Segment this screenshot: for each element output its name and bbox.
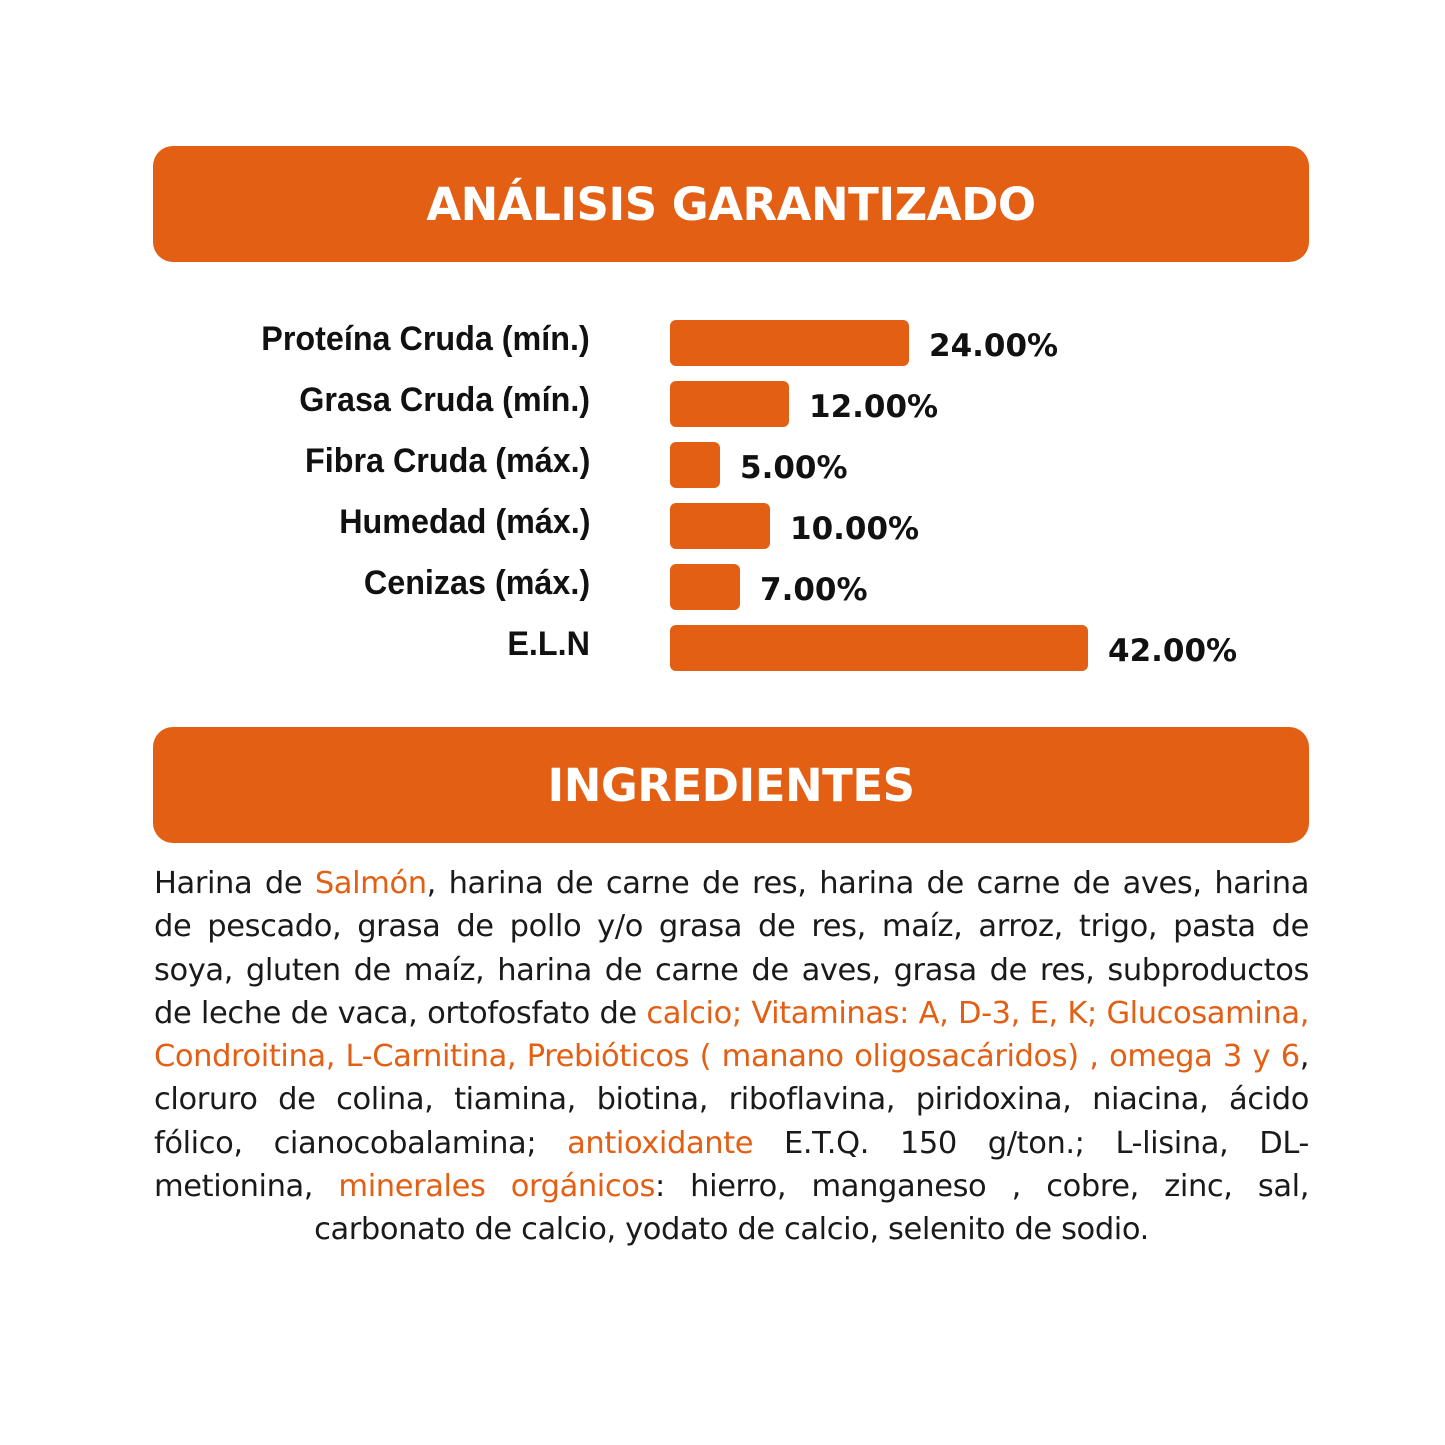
ingredient-text: : hierro, manganeso , cobre, zinc, sal, carbonato de calcio, yodato de calcio, selenito de sodio. xyxy=(314,1169,1309,1248)
bar-value-label: 12.00% xyxy=(809,389,939,425)
bar-label: E.L.N xyxy=(507,625,590,663)
bar-value-label: 24.00% xyxy=(929,328,1059,364)
analysis-title: ANÁLISIS GARANTIZADO xyxy=(426,177,1036,231)
ingredients-text xyxy=(154,862,1309,1252)
bar xyxy=(670,381,789,427)
ingredient-highlight: Salmón xyxy=(314,866,427,901)
bar-label: Fibra Cruda (máx.) xyxy=(304,442,590,480)
bar-label: Cenizas (máx.) xyxy=(363,564,590,602)
ingredients-title: INGREDIENTES xyxy=(547,758,915,812)
ingredient-text: Harina de xyxy=(154,866,315,901)
bar-label: Grasa Cruda (mín.) xyxy=(299,381,590,419)
ingredient-text: E.T.Q. 150 g/ton.; L-lisina, DL-metionina, xyxy=(154,1125,1309,1205)
bar-value-label: 5.00% xyxy=(740,450,848,486)
ingredient-text: , harina de carne de res, harina de carne de aves, harina de pescado, grasa de pollo y/o grasa de res, maíz, arroz, trigo, pasta de soya, gluten de maíz, harina de carne de aves, grasa de res, subproductos de leche de vaca, ortofosfato de xyxy=(154,866,1309,1031)
bar xyxy=(670,442,720,488)
bar xyxy=(670,503,770,549)
bar xyxy=(670,320,909,366)
bar xyxy=(670,625,1088,671)
ingredient-highlight: minerales orgánicos xyxy=(338,1169,655,1205)
bar-label: Humedad (máx.) xyxy=(338,503,590,541)
ingredients-banner xyxy=(153,727,1309,843)
analysis-banner xyxy=(153,146,1309,262)
bar-value-label: 10.00% xyxy=(790,511,920,547)
ingredient-highlight: calcio; Vitaminas: A, D-3, E, K; Glucosamina, Condroitina, L-Carnitina, Prebióticos ( manano oligosacáridos) , omega 3 y 6 xyxy=(154,995,1309,1075)
ingredient-text: , cloruro de colina, tiamina, biotina, riboflavina, piridoxina, niacina, ácido fólico, cianocobalamina; xyxy=(154,1039,1309,1161)
ingredient-highlight: antioxidante xyxy=(567,1125,754,1161)
bar-value-label: 42.00% xyxy=(1108,633,1238,669)
bar xyxy=(670,564,740,610)
bar-label: Proteína Cruda (mín.) xyxy=(261,320,590,358)
bar-value-label: 7.00% xyxy=(760,572,868,608)
